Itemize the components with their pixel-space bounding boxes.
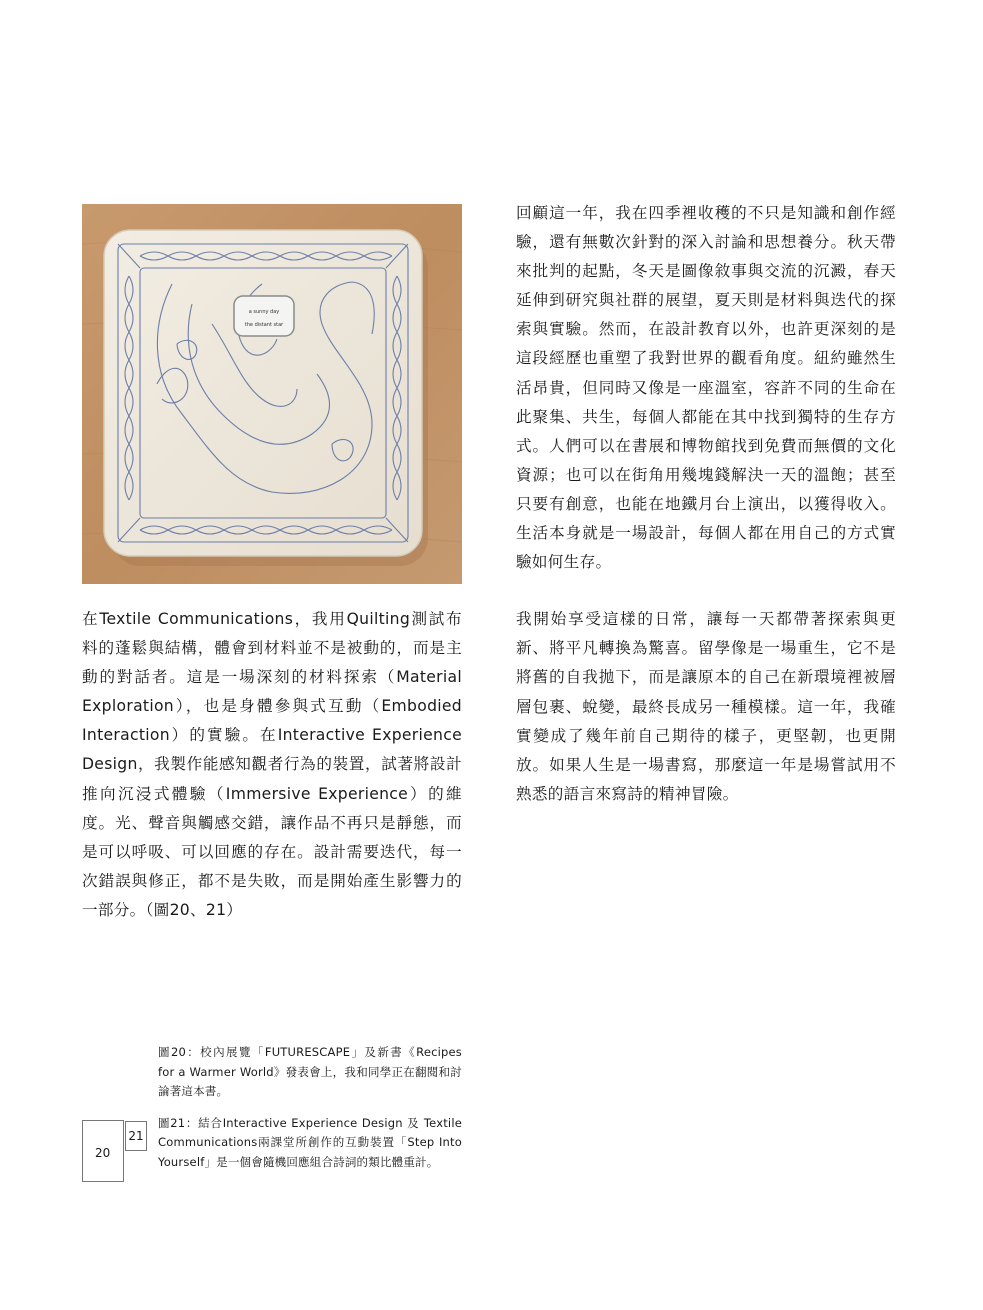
figure-number-20: 20: [95, 1146, 111, 1160]
figure-captions: [158, 1043, 462, 1172]
left-column: [82, 605, 462, 925]
dial-text-top: a sunny day: [248, 309, 280, 315]
caption-fig20: 圖20：校內展覽「FUTURESCAPE」及新書《Recipes for a Warmer World》發表會上，我和同學正在翻閱和討論著這本書。: [158, 1045, 462, 1098]
figure-number-box: [82, 1120, 144, 1182]
right-column: [516, 199, 896, 809]
scale-dial-window: [234, 296, 294, 336]
left-paragraph: 在Textile Communications，我用Quilting測試布料的蓬鬆與結構，體會到材料並不是被動的，而是主動的對話者。這是一場深刻的材料探索（Material Exploration），也是身體參與式互動（Embodied Interaction）的實驗。在Interactive Experience Design，我製作能感知觀者行為的裝置，試著將設計推向沉浸式體驗（Immersive Experience）的維度。光、聲音與觸感交錯，讓作品不再只是靜態，而是可以呼吸、可以回應的存在。設計需要迭代，每一次錯誤與修正，都不是失敗，而是開始產生影響力的一部分。（圖20、21）: [82, 610, 462, 919]
dial-text-bottom: the distant star: [244, 322, 284, 328]
right-paragraph-2: 我開始享受這樣的日常，讓每一天都帶著探索與更新、將平凡轉換為驚喜。留學像是一場重生，它不是將舊的自我拋下，而是讓原本的自己在新環境裡被層層包裹、蛻變，最終長成另一種模樣。這一年，我確實變成了幾年前自己期待的樣子，更堅韌，也更開放。如果人生是一場書寫，那麼這一年是場嘗試用不熟悉的語言來寫詩的精神冒險。: [516, 610, 896, 803]
figure-number-21: 21: [125, 1121, 147, 1151]
right-paragraph-1: 回顧這一年，我在四季裡收穫的不只是知識和創作經驗，還有無數次針對的深入討論和思想養分。秋天帶來批判的起點，冬天是圖像敘事與交流的沉澱，春天延伸到研究與社群的展望，夏天則是材料與迭代的探索與實驗。然而，在設計教育以外，也許更深刻的是這段經歷也重塑了我對世界的觀看角度。紐約雖然生活昂貴，但同時又像是一座溫室，容許不同的生命在此聚集、共生，每個人都能在其中找到獨特的生存方式。人們可以在書展和博物館找到免費而無價的文化資源；也可以在街角用幾塊錢解決一天的溫飽；甚至只要有創意，也能在地鐵月台上演出，以獲得收入。生活本身就是一場設計，每個人都在用自己的方式實驗如何生存。: [516, 204, 896, 572]
caption-fig21: 圖21：結合Interactive Experience Design 及 Textile Communications兩課堂所創作的互動裝置「Step Into Yourself」是一個會隨機回應組合詩詞的類比體重計。: [158, 1115, 462, 1169]
quilt-pad: [104, 230, 422, 556]
quilted-scale-photo: [82, 204, 462, 584]
